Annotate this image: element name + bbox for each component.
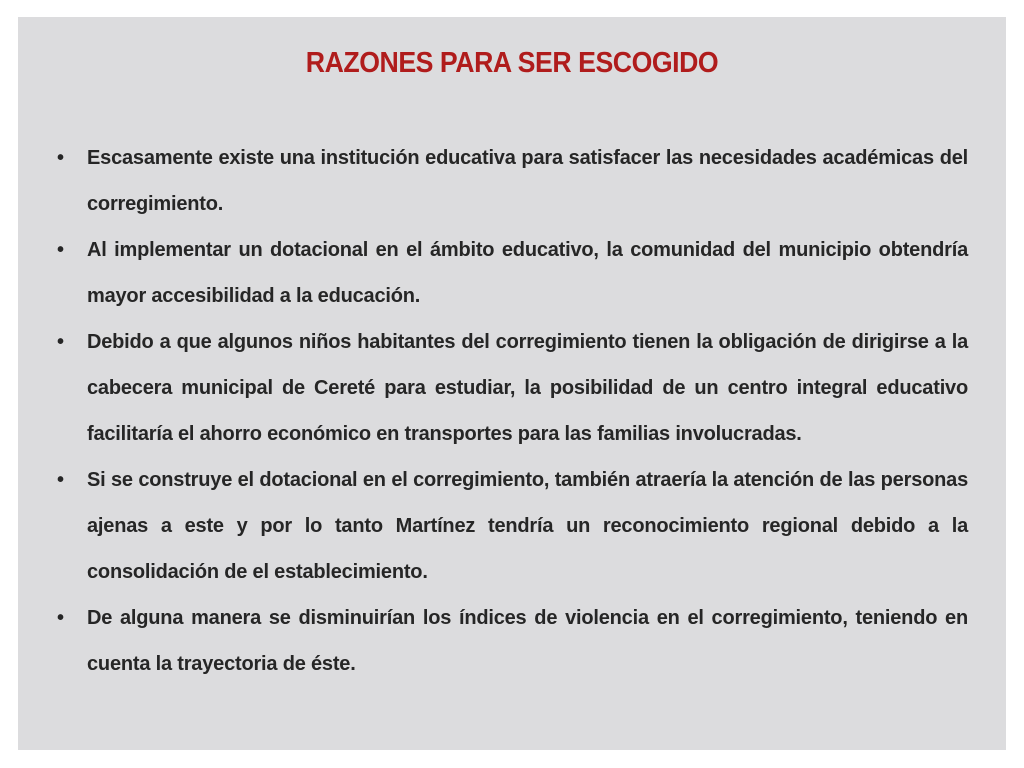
list-item-text: Escasamente existe una institución educativa para satisfacer las necesidades académicas del corregimiento. (87, 147, 968, 215)
list-item-text: Al implementar un dotacional en el ámbito educativo, la comunidad del municipio obtendría mayor accesibilidad a la educación. (87, 239, 968, 307)
list-item-text: Si se construye el dotacional en el corregimiento, también atraería la atención de las personas ajenas a este y por lo tanto Martínez tendría un reconocimiento regional debido a la consolidación de el establecimiento. (87, 469, 968, 583)
bullet-list (53, 135, 968, 687)
slide-title: RAZONES PARA SER ESCOGIDO (305, 47, 719, 79)
bullet-icon: • (57, 331, 64, 353)
list-item (53, 595, 968, 687)
list-item-text: Debido a que algunos niños habitantes del corregimiento tienen la obligación de dirigirse a la cabecera municipal de Cereté para estudiar, la posibilidad de un centro integral educativo facilitaría el ahorro económico en transportes para las familias involucradas. (87, 331, 968, 445)
bullet-icon: • (57, 239, 64, 261)
list-item (53, 457, 968, 595)
bullet-icon: • (57, 147, 64, 169)
list-item (53, 135, 968, 227)
bullet-icon: • (57, 607, 64, 629)
slide (18, 17, 1006, 750)
list-item (53, 319, 968, 457)
bullet-icon: • (57, 469, 64, 491)
list-item-text: De alguna manera se disminuirían los índices de violencia en el corregimiento, teniendo en cuenta la trayectoria de éste. (87, 607, 968, 675)
list-item (53, 227, 968, 319)
